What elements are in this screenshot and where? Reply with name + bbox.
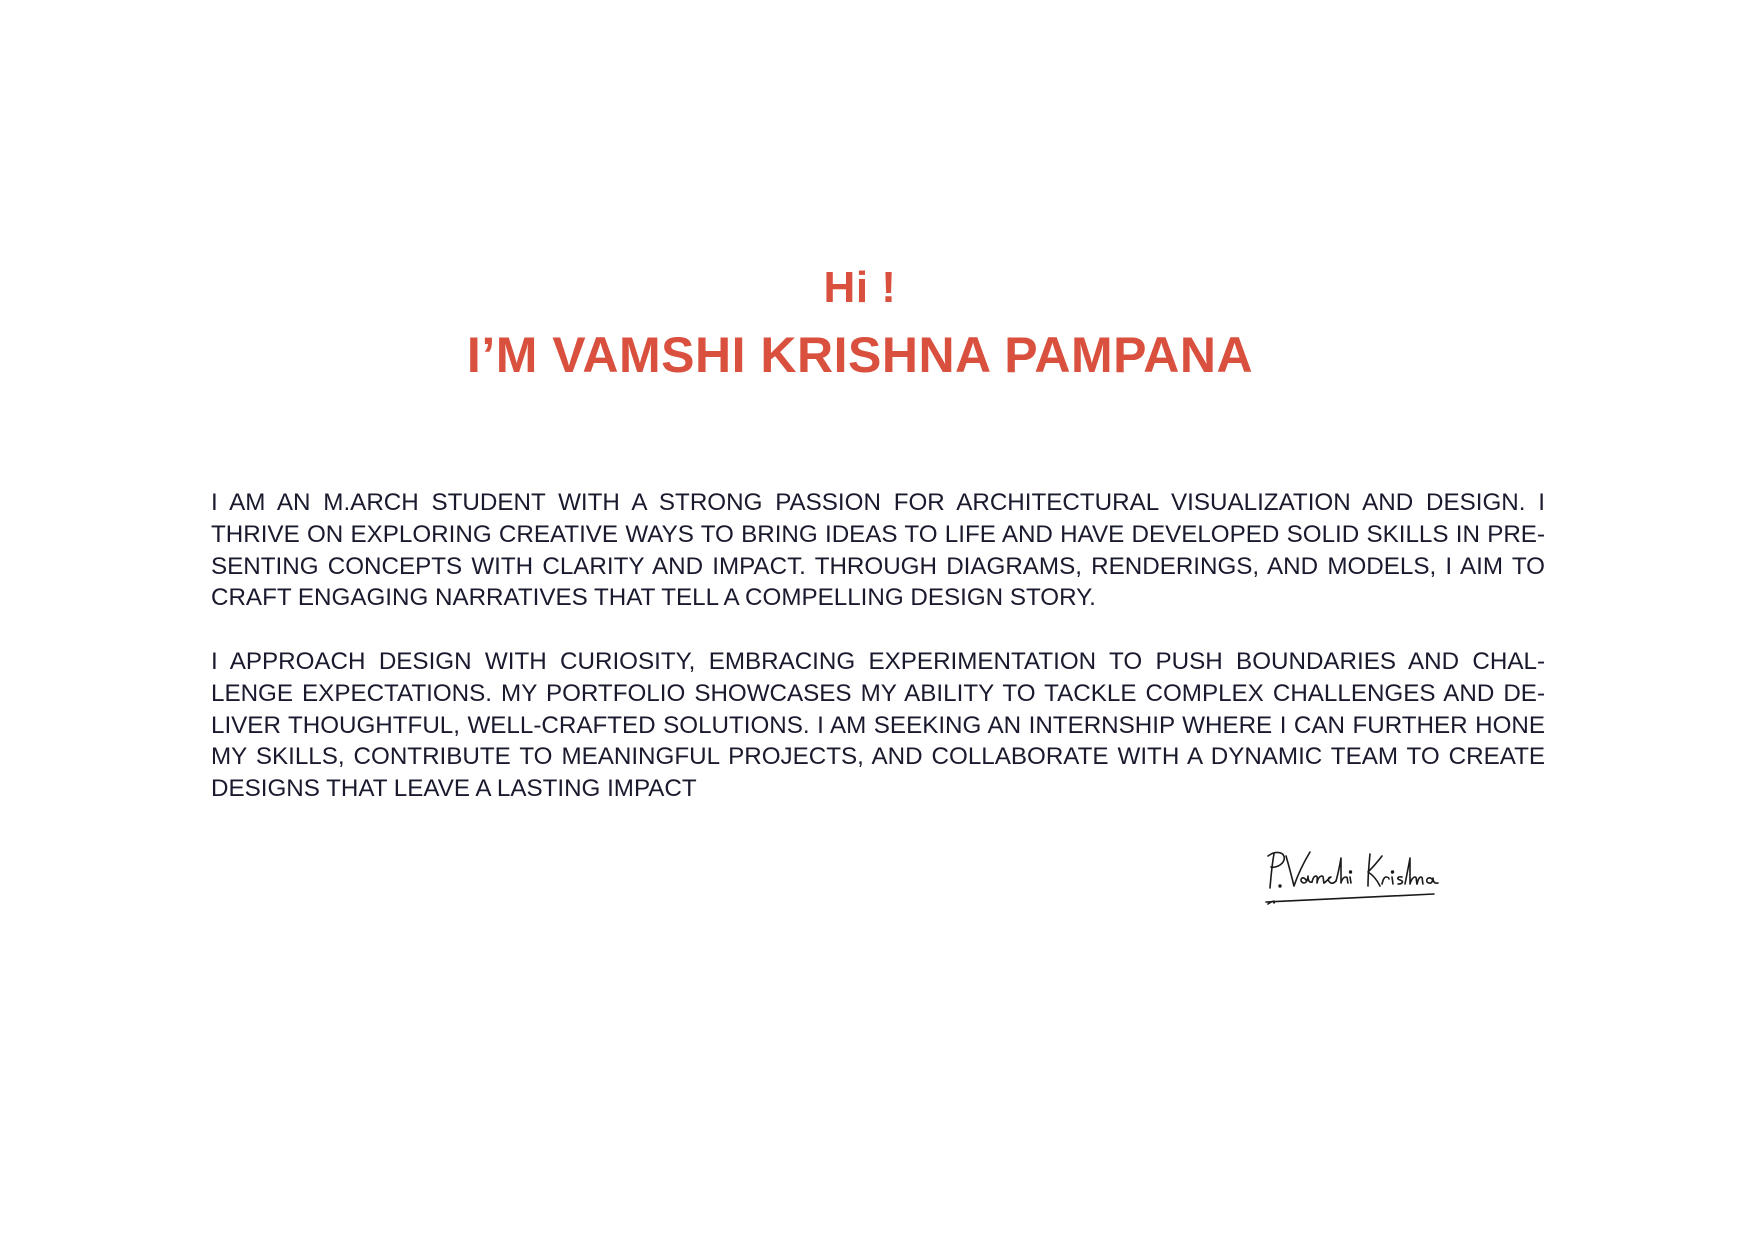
handwritten-signature — [1262, 846, 1452, 908]
name-heading: I’M VAMSHI KRISHNA PAMPANA — [466, 327, 1254, 383]
bio-paragraph-1: I AM AN M.ARCH STUDENT WITH A STRONG PASSION FOR ARCHITECTURAL VISUALIZATION AND DESIGN. I THRIVE ON EXPLORING CREATIVE WAYS TO BRING IDEAS TO LIFE AND HAVE DEVELOPED SOLID SKILLS IN PRE-SENTING CONCEPTS WITH CLARITY AND IMPACT. THROUGH DIAGRAMS, RENDERINGS, AND MODELS, I AIM TO CRAFT ENGAGING NARRATIVES THAT TELL A COMPELLING DESIGN STORY. — [211, 489, 1545, 612]
bio-paragraph-2: I APPROACH DESIGN WITH CURIOSITY, EMBRACING EXPERIMENTATION TO PUSH BOUNDARIES AND CHAL-LENGE EXPECTATIONS. MY PORTFOLIO SHOWCASES MY ABILITY TO TACKLE COMPLEX CHALLENGES AND DE-LIVER THOUGHTFUL, WELL-CRAFTED SOLUTIONS. I AM SEEKING AN INTERNSHIP WHERE I CAN FURTHER HONE MY SKILLS, CONTRIBUTE TO MEANINGFUL PROJECTS, AND COLLABORATE WITH A DYNAMIC TEAM TO CREATE DESIGNS THAT LEAVE A LASTING IMPACT — [211, 648, 1545, 803]
greeting-heading: Hi ! — [823, 263, 897, 312]
